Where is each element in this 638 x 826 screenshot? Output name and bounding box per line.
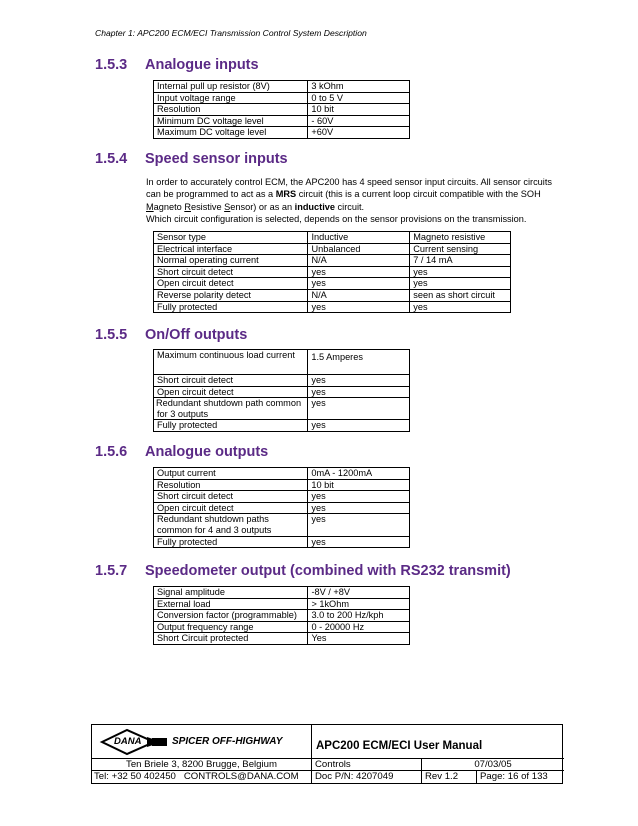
section-title: Analogue outputs xyxy=(145,444,269,460)
section-title: Speed sensor inputs xyxy=(145,151,288,167)
onoff-outputs-table xyxy=(153,349,410,432)
page-number: Page: 16 of 133 xyxy=(480,771,548,782)
table-row: Short circuit detect yes xyxy=(154,375,410,387)
table-row: Signal amplitude -8V / +8V xyxy=(154,587,410,599)
table-row: Internal pull up resistor (8V) 3 kOhm xyxy=(154,81,410,93)
table-row: Maximum continuous load current 1.5 Amperes xyxy=(154,350,410,375)
section-heading-analogue-inputs xyxy=(95,57,259,73)
section-title: On/Off outputs xyxy=(145,327,248,343)
table-row: Open circuit detect yes xyxy=(154,502,410,514)
address: Ten Briele 3, 8200 Brugge, Belgium xyxy=(92,759,312,771)
table-row: Electrical interface Unbalanced Current sensing xyxy=(154,243,511,255)
section-title: Analogue inputs xyxy=(145,57,259,73)
part-number: Doc P/N: 4207049 xyxy=(312,771,422,783)
page-footer xyxy=(91,724,563,784)
company-logo xyxy=(92,725,312,759)
table-row: Output frequency range 0 - 20000 Hz xyxy=(154,621,410,633)
section-number: 1.5.5 xyxy=(95,327,128,343)
section-heading-onoff-outputs xyxy=(95,327,247,343)
analogue-inputs-table xyxy=(153,80,410,139)
manual-title-cell xyxy=(312,725,564,759)
department: Controls xyxy=(312,759,422,771)
dana-wordmark: DANA xyxy=(114,736,142,747)
table-row: Minimum DC voltage level - 60V xyxy=(154,115,410,127)
table-row: Resolution 10 bit xyxy=(154,479,410,491)
section-number: 1.5.3 xyxy=(95,57,128,73)
table-row: Open circuit detect yes yes xyxy=(154,278,511,290)
table-row: Sensor type Inductive Magneto resistive xyxy=(154,232,511,244)
table-row: Short Circuit protected Yes xyxy=(154,633,410,645)
section-number: 1.5.7 xyxy=(95,563,128,579)
speedometer-output-table xyxy=(153,586,410,645)
table-row: Reverse polarity detect N/A seen as short circuit xyxy=(154,289,511,301)
section-heading-speedometer-output xyxy=(95,563,511,579)
table-row: Maximum DC voltage level +60V xyxy=(154,127,410,139)
manual-title: APC200 ECM/ECI User Manual xyxy=(316,740,483,752)
section-heading-speed-sensor-inputs xyxy=(95,151,288,167)
section-number: 1.5.6 xyxy=(95,444,128,460)
table-row: Short circuit detect yes xyxy=(154,491,410,503)
section-number: 1.5.4 xyxy=(95,151,128,167)
table-row: Short circuit detect yes yes xyxy=(154,266,511,278)
section-title: Speedometer output (combined with RS232 transmit) xyxy=(145,563,511,579)
chapter-header: Chapter 1: APC200 ECM/ECI Transmission Control System Description xyxy=(95,28,367,38)
table-row: Fully protected yes xyxy=(154,420,410,432)
contact-info: Tel: +32 50 402450 CONTROLS@DANA.COM xyxy=(92,771,312,783)
speed-sensor-table xyxy=(153,231,511,313)
table-row: Output current 0mA - 1200mA xyxy=(154,468,410,480)
spicer-wordmark: SPICER OFF-HIGHWAY xyxy=(172,736,283,747)
section-heading-analogue-outputs xyxy=(95,444,268,460)
table-row: Resolution 10 bit xyxy=(154,104,410,116)
revision: Rev 1.2 xyxy=(422,771,477,783)
table-row: Conversion factor (programmable) 3.0 to 200 Hz/kph xyxy=(154,610,410,622)
table-row: External load > 1kOhm xyxy=(154,598,410,610)
table-row: Input voltage range 0 to 5 V xyxy=(154,92,410,104)
document-date: 07/03/05 xyxy=(422,759,564,771)
analogue-outputs-table xyxy=(153,467,410,548)
table-row: Open circuit detect yes xyxy=(154,386,410,398)
table-row: Redundant shutdown path common for 3 outputs yes xyxy=(154,398,410,420)
speed-sensor-description: In order to accurately control ECM, the APC200 has 4 speed sensor input circuits. All sensor circuits can be programmed to act as a MRS circuit (this is a current loop circuit compatible with the SOH Magneto Resistive Sensor) or as an inductive circuit. Which circuit configuration is selected, depends on the sensor provisions on the transmission. xyxy=(146,177,552,224)
table-row: Redundant shutdown paths common for 4 and 3 outputs yes xyxy=(154,514,410,536)
table-row: Fully protected yes xyxy=(154,536,410,548)
table-row: Normal operating current N/A 7 / 14 mA xyxy=(154,255,511,267)
table-row: Fully protected yes yes xyxy=(154,301,511,313)
